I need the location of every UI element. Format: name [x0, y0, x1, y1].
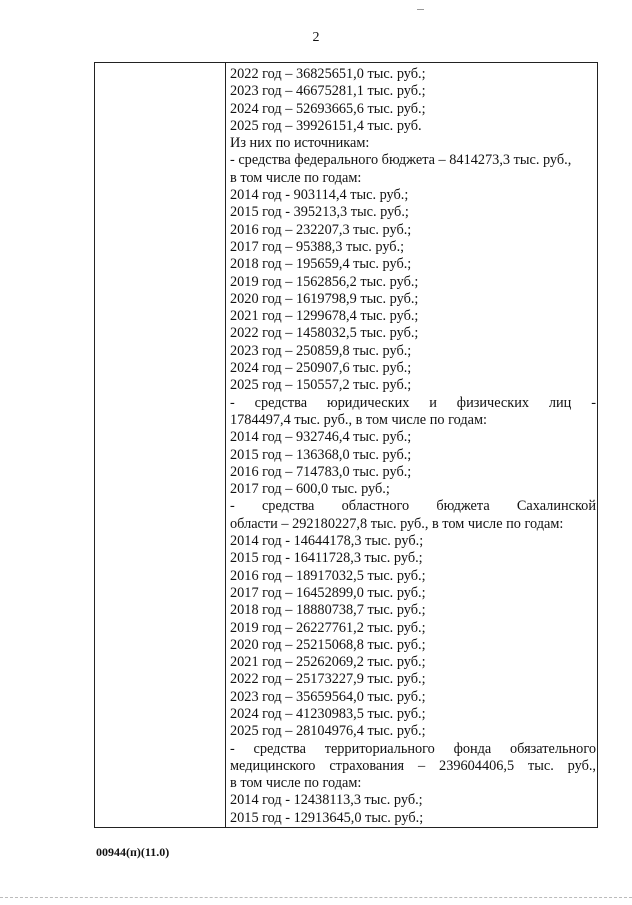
table-right-cell	[226, 66, 596, 827]
text-line: 2024 год – 41230983,5 тыс. руб.;	[230, 705, 426, 722]
scan-artifact	[417, 9, 424, 10]
text-line: 2016 год – 232207,3 тыс. руб.;	[230, 221, 412, 238]
text-line: - средства территориального фонда обязательного	[230, 740, 596, 757]
text-line: 2025 год – 39926151,4 тыс. руб.	[230, 117, 422, 134]
text-line: 2023 год – 35659564,0 тыс. руб.;	[230, 688, 426, 705]
text-line: 2018 год – 18880738,7 тыс. руб.;	[230, 602, 426, 619]
text-line: 1784497,4 тыс. руб., в том числе по годам:	[230, 411, 487, 428]
text-line: 2024 год – 250907,6 тыс. руб.;	[230, 360, 412, 377]
document-code: 00944(п)(11.0)	[96, 845, 170, 859]
text-line: медицинского страхования – 239604406,5 тыс. руб.,	[230, 757, 596, 774]
text-line: 2014 год - 12438113,3 тыс. руб.;	[230, 792, 423, 809]
text-line: 2024 год – 52693665,6 тыс. руб.;	[230, 100, 426, 117]
text-line: 2022 год – 1458032,5 тыс. руб.;	[230, 325, 419, 342]
text-line: 2018 год – 195659,4 тыс. руб.;	[230, 256, 412, 273]
text-line: в том числе по годам:	[230, 169, 362, 186]
text-line: 2016 год – 18917032,5 тыс. руб.;	[230, 567, 426, 584]
text-line: 2014 год - 903114,4 тыс. руб.;	[230, 187, 409, 204]
page-number: 2	[312, 30, 320, 45]
text-line: - средства федерального бюджета – 8414273,3 тыс. руб.,	[230, 152, 572, 169]
text-line: 2025 год – 28104976,4 тыс. руб.;	[230, 723, 426, 740]
text-line: 2017 год – 600,0 тыс. руб.;	[230, 481, 390, 498]
text-line: Из них по источникам:	[230, 135, 370, 152]
text-line: - средства юридических и физических лиц -	[230, 394, 596, 411]
text-line: 2021 год – 25262069,2 тыс. руб.;	[230, 654, 426, 671]
text-line: 2016 год – 714783,0 тыс. руб.;	[230, 463, 412, 480]
bottom-scan-edge	[0, 897, 632, 899]
text-line: 2019 год – 26227761,2 тыс. руб.;	[230, 619, 426, 636]
text-line: 2017 год – 95388,3 тыс. руб.;	[230, 238, 405, 255]
text-line: 2015 год - 395213,3 тыс. руб.;	[230, 204, 409, 221]
table-left-cell	[95, 63, 226, 827]
text-line: 2014 год - 14644178,3 тыс. руб.;	[230, 533, 424, 550]
text-line: 2015 год - 16411728,3 тыс. руб.;	[230, 550, 423, 567]
text-line: 2023 год – 250859,8 тыс. руб.;	[230, 342, 412, 359]
document-table	[94, 62, 598, 828]
text-line: 2021 год – 1299678,4 тыс. руб.;	[230, 308, 419, 325]
text-line: 2014 год – 932746,4 тыс. руб.;	[230, 429, 412, 446]
text-line: 2022 год – 25173227,9 тыс. руб.;	[230, 671, 426, 688]
text-line: в том числе по годам:	[230, 775, 362, 792]
text-line: 2025 год – 150557,2 тыс. руб.;	[230, 377, 412, 394]
text-line: 2015 год – 136368,0 тыс. руб.;	[230, 446, 412, 463]
text-line: 2019 год – 1562856,2 тыс. руб.;	[230, 273, 419, 290]
text-line: 2017 год – 16452899,0 тыс. руб.;	[230, 584, 426, 601]
text-line: 2015 год - 12913645,0 тыс. руб.;	[230, 809, 424, 826]
text-line: 2023 год – 46675281,1 тыс. руб.;	[230, 83, 426, 100]
text-line: области – 292180227,8 тыс. руб., в том числе по годам:	[230, 515, 564, 532]
text-line: 2020 год – 1619798,9 тыс. руб.;	[230, 290, 419, 307]
text-line: 2022 год – 36825651,0 тыс. руб.;	[230, 66, 426, 82]
text-line: - средства областного бюджета Сахалинской	[230, 498, 596, 515]
text-line: 2020 год – 25215068,8 тыс. руб.;	[230, 636, 426, 653]
